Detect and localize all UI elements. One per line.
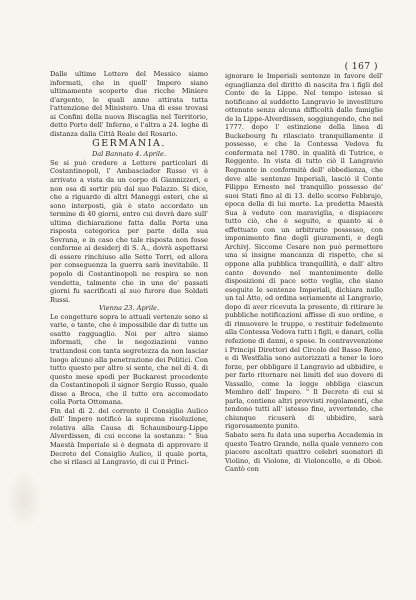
right-column	[225, 72, 383, 474]
left-column	[50, 70, 208, 467]
paper-stain	[6, 470, 42, 530]
academy-paragraph: Sabato sera fu data una superba Accademia in questo Teatro Grande, nella quale vennero con piacere ascoltati quattro celebri suonatori di Violino, di Violone, di Violoncello, e di Oboè. Cantò con	[225, 430, 383, 474]
dateline-bannato: Dal Bannato 4. Aprile.	[91, 150, 167, 159]
dateline-vienna: Vienna 23. Aprile.	[98, 304, 160, 313]
column-gutter	[205, 74, 206, 544]
mexico-paragraph: Dalle ultime Lettere del Messico siamo informati, che in quell' Impero siano ultimamente scoperte due ricche Miniere d'argento, le quali anno attirata tutta l'attenzione del Ministero. Una di esse trovasi ai Confini della nuova Biscaglia nel Territorio, detto Porto dell' Inferno, e l'altra a 24. leghe di distanza dalla Città Reale del Rosario.	[50, 70, 208, 138]
page-number: ( 167 )	[344, 62, 378, 72]
negotiations-paragraph: Le congetture sopra le attuali vertenze sono sì varie, e tante, che è impossibile dar di tutte un esatto ragguaglio. Noi per altro siamo informati, che le negoziazioni vanno trattandosi con tanta segretezza da non lasciar luogo alcuno alla penetrazione dei Politici. Con tutto questo per altro si sente, che nel di 4. di questo mese spedì per Buckarest procedente da Costantinopoli il signor Sergio Russo, quale disse a Broca, che il tutto era accomodato colla Porta Ottomana.	[50, 312, 208, 407]
lippe-decree-paragraph: ignorare le Imperiali sentenze in favore dell' eguaglianza del diritto di nascita fra i figli del Conte de la Lippe. Nel tempo istesso si notificano al suddetto Langravio le investiture ottenute senza alcuna difficoltà dalle famiglie de la Lippe-Alverdissen, soggiungendo, che nel 1777. dopo l' estinzione della linea di Buckebourg fu rilasciato tranquillamente il possesso, e che la Contessa Vedova fu confermata nel 1780. in qualità di Tutrice, e Reggente. In vista di tutto ciò il Langravio Regnante in conformità dell' obbedienza, che deve alle sentenze Imperiali, lasciò il Conte Filippo Ernesto nel tranquillo possesso de' suoi Stati fino al di 13. dello scorso Febbrajo, epoca della di lui morte. La predetta Maestà Sua à veduto con maraviglia, e dispiacere tutto ciò, che è seguito, e quanto si è effettuato con un arbitrario possesso, con imponimento fino degli giuramenti, e degli Archivj. Siccome Cesare non può permettere una sì insigne mancanza di rispetto, che si oppone alla pubblica tranquillità, e dall' altro canto dovendo nel mantenimento delle disposizioni di pace sotto veglia, che siano eseguite le sentenze Imperiali, dichiara nullo un tal Atto, ed ordina seriamente al Langravio, dopo di aver ricevuta la presente, di ritirare le pubbliche notificazioni affisse di suo ordine, e di rimuovere le truppe, e restituir fedelmente alla Contessa Vedova tutti i figli, e danari, colla refezione di danni, e spese. In contravvenzione i Principi Direttori del Circolo del Basso Reno, e di Westfalia sono autorizzati a tener le loro forze, per obbligare il Langravio ad ubbidire, e per farlo ritornare nei limiti del suo dovere di Vassallo, come la legge obbliga ciascun Membro dell' Impero. " Il Decreto di cui si parla, contiene altri provvisti regolamenti, che tendono tutti all' istesso fine, avvertendo, che chiunque ricuserà di ubbidire, sarà rigorosamente punito.	[225, 72, 384, 431]
aulic-council-paragraph: Fin dal di 2. del corrente il Consiglio Aulico dell' Impero notificò la suprema risoluzione, relativa alla Causa di Schaumbourg-Lippe Alverdissen, di cui eccone la sostanza: " Sua Maestà Imperiale si è degnata di approvare il Decreto del Consiglio Aulico, il quale porta, che si rilasci al Langravio, di cui il Princi-	[50, 406, 208, 467]
constantinople-paragraph: Se si può credere a Lettere particolari di Costantinopoli, l' Ambasciador Russo vi è arrivato a vista da un corpo di Giannizzeri, e non osa di sortir più dal suo Palazzo. Si dice, che a riguardo di altri Maneggi esteri, che si sono interposti, già è stato accordato un termine di 40 giorni, entro cui dovrà dare sull' ultima dichiarazione fatta dalla Porta una risposta categorica per parte della sua Sovrana, e in caso che tale risposta non fosse conforme ai desiderj di S. A., dovrà aspettarsi di essere rinchiuso alle Sette Torri, ed allora per conseguenza la guerra sarà inevitabile. Il popolo di Costantinopoli ne respira se non vendetta, talmente che in uno de' passati giorni fu sacrificati al suo furore due Soldati Russi.	[50, 158, 208, 304]
section-heading-germania: GERMANIA.	[92, 138, 166, 150]
